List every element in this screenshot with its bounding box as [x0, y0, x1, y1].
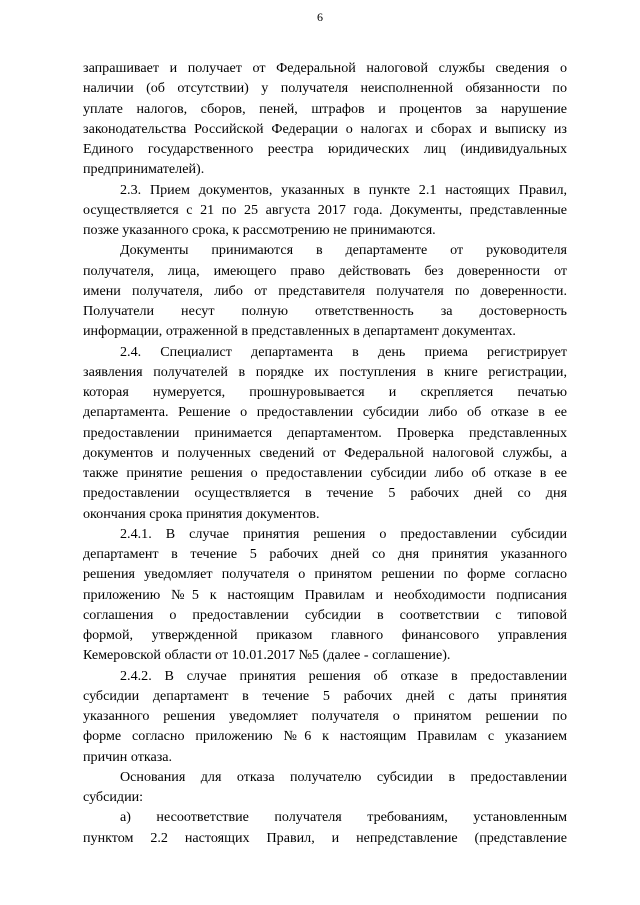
- text-line: получателя, лица, имеющего право действовать без доверенности от: [83, 262, 567, 279]
- text-line: запрашивает и получает от Федеральной налоговой службы сведения о: [83, 60, 567, 76]
- text-line: информации, отраженной в представленных в департамент документах.: [83, 323, 516, 340]
- text-line: субсидии департамент в течение 5 рабочих дней с даты принятия: [83, 687, 567, 704]
- text-line: указанного решения уведомляет получателя о принятом решении по: [83, 708, 567, 724]
- paragraph-p6: [83, 767, 567, 808]
- paragraph-p0: [83, 58, 567, 180]
- text-line: 2.4.2. В случае принятия решения об отказе в предоставлении: [120, 667, 567, 684]
- text-line: формой, утвержденной приказом главного финансового управления: [83, 627, 567, 643]
- document-body: [83, 58, 567, 848]
- text-line: соглашения о предоставлении субсидии в соответствии с типовой: [83, 606, 567, 623]
- text-line: также принятие решения о предоставлении субсидии либо об отказе в ее: [83, 465, 567, 481]
- text-line: Основания для отказа получателю субсидии в предоставлении: [120, 768, 567, 785]
- text-line: департамент в течение 5 рабочих дней со дня принятия указанного: [83, 546, 567, 562]
- text-line: Документы принимаются в департаменте от руководителя: [120, 242, 567, 259]
- paragraph-p3: [83, 342, 567, 524]
- text-line: пунктом 2.2 настоящих Правил, и непредставление (представление: [83, 829, 567, 846]
- text-line: предоставлении осуществляется в течение 5 рабочих дней со дня: [83, 485, 567, 502]
- paragraph-p5: [83, 666, 567, 767]
- text-line: которая нумеруется, прошнуровывается и скрепляется печатью: [83, 384, 567, 400]
- text-line: имени получателя, либо от представителя получателя по доверенности.: [83, 282, 567, 299]
- text-line: форме согласно приложению №6 к настоящим Правилам с указанием: [83, 728, 567, 745]
- paragraph-p1: [83, 180, 567, 241]
- text-line: Получатели несут полную ответственность за достоверность: [83, 303, 567, 319]
- text-line: 2.4.1. В случае принятия решения о предоставлении субсидии: [120, 525, 567, 542]
- text-line: причин отказа.: [83, 748, 173, 765]
- text-line: Единого государственного реестра юридических лиц (индивидуальных: [83, 141, 567, 157]
- text-line: законодательства Российской Федерации о налогах и сборах и выписку из: [83, 120, 567, 137]
- paragraph-p7: [83, 807, 567, 848]
- text-line: 2.4. Специалист департамента в день приема регистрирует: [120, 343, 567, 360]
- text-line: уплате налогов, сборов, пеней, штрафов и процентов за нарушение: [83, 100, 567, 117]
- text-line: приложению №5 к настоящим Правилам и необходимости подписания: [83, 586, 567, 603]
- text-line: решения уведомляет получателя о принятом решении по форме согласно: [83, 566, 567, 583]
- text-line: Кемеровской области от 10.01.2017 №5 (далее - соглашение).: [83, 647, 451, 664]
- text-line: 2.3. Прием документов, указанных в пункте 2.1 настоящих Правил,: [120, 181, 567, 198]
- page-number: 6: [317, 10, 323, 24]
- text-line: осуществляется с 21 по 25 августа 2017 года. Документы, представленные: [83, 201, 567, 218]
- text-line: окончания срока принятия документов.: [83, 505, 320, 522]
- text-line: департамента. Решение о предоставлении субсидии либо об отказе в ее: [83, 404, 567, 421]
- text-line: заявления получателей в порядке их поступления в книге регистрации,: [83, 363, 567, 380]
- text-line: предпринимателей).: [83, 161, 205, 178]
- text-line: субсидии:: [83, 789, 144, 805]
- text-line: документов и полученных сведений от Федеральной налоговой службы, а: [83, 444, 567, 461]
- text-line: наличии (об отсутствии) у получателя неисполненной обязанности по: [83, 80, 567, 97]
- paragraph-p4: [83, 524, 567, 666]
- paragraph-p2: [83, 240, 567, 341]
- text-line: позже указанного срока, к рассмотрению не принимаются.: [83, 222, 436, 238]
- text-line: а) несоответствие получателя требованиям, установленным: [120, 809, 567, 826]
- text-line: предоставлении принимается департаментом. Проверка представленных: [83, 424, 567, 441]
